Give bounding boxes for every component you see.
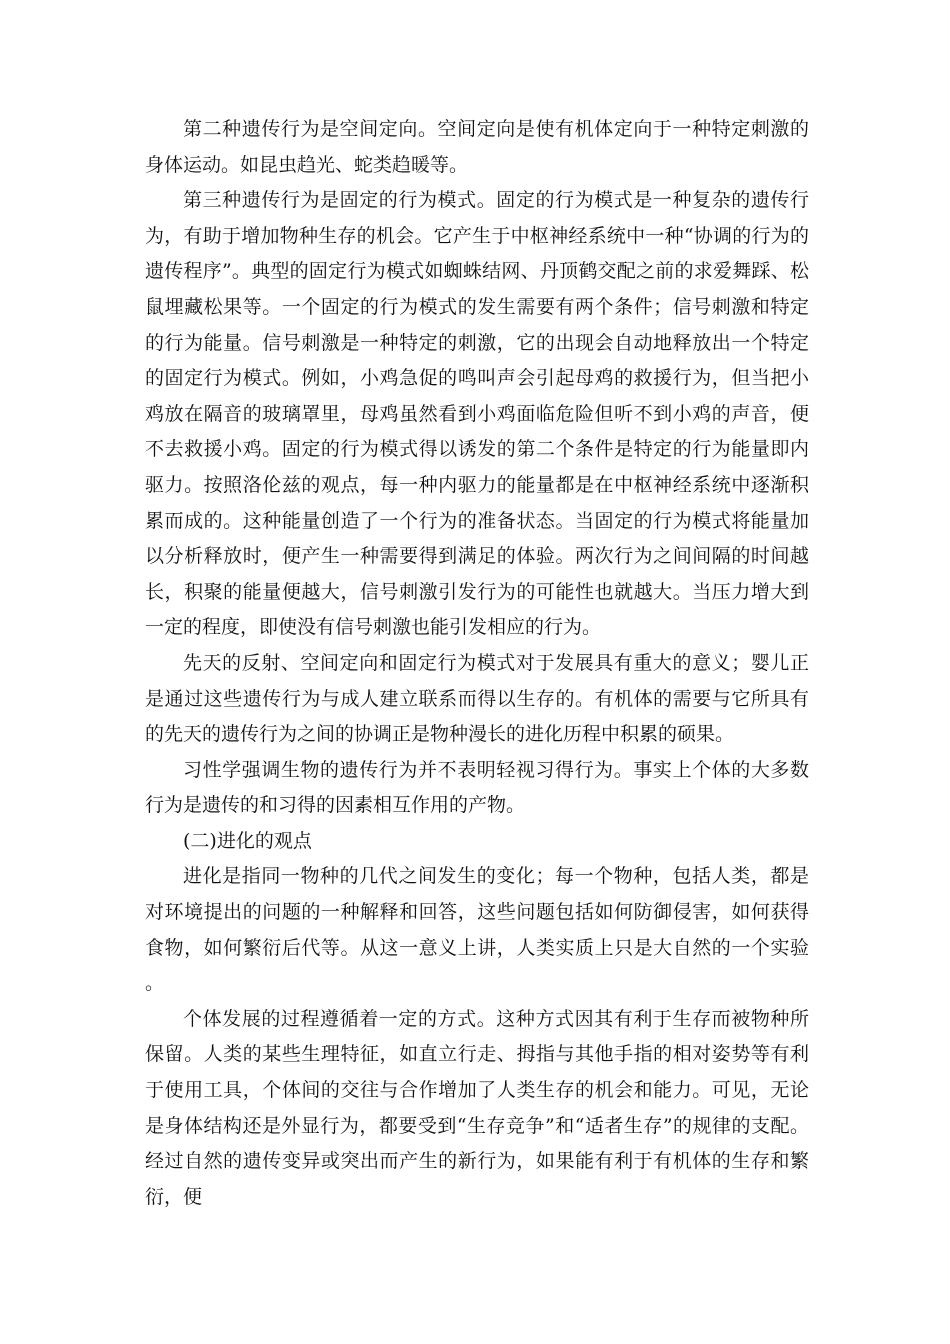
paragraph-development-process: 个体发展的过程遵循着一定的方式。这种方式因其有利于生存而被物种所保留。人类的某些生理特征，如直立行走、拇指与其他手指的相对姿势等有利于使用工具，个体间的交往与合作增加了人类生存的机会和能力。可见，无论是身体结构还是外显行为，都要受到“生存竞争”和“适者生存”的规律的支配。经过自然的遗传变异或突出而产生的新行为，如果能有利于有机体的生存和繁衍，便	[145, 1007, 809, 1208]
paragraph-evolution-definition: 进化是指同一物种的几代之间发生的变化；每一个物种，包括人类，都是对环境提出的问题的一种解释和回答，这些问题包括如何防御侵害，如何获得食物，如何繁衍后代等。从这一意义上讲，人类实质上只是大自然的一个实验。	[145, 865, 809, 995]
paragraph-fixed-action-pattern: 第三种遗传行为是固定的行为模式。固定的行为模式是一种复杂的遗传行为，有助于增加物种生存的机会。它产生于中枢神经系统中一种“协调的行为的遗传程序”。典型的固定行为模式如蜘蛛结网、丹顶鹤交配之前的求爱舞踩、松鼠埋藏松果等。一个固定的行为模式的发生需要有两个条件；信号刺激和特定的行为能量。信号刺激是一种特定的刺激，它的出现会自动地释放出一个特定的固定行为模式。例如，小鸡急促的鸣叫声会引起母鸡的救援行为，但当把小鸡放在隔音的玻璃罩里，母鸡虽然看到小鸡面临危险但听不到小鸡的声音，便不去救援小鸡。固定的行为模式得以诱发的第二个条件是特定的行为能量即内驱力。按照洛伦兹的观点，每一种内驱力的能量都是在中枢神经系统中逐渐积累而成的。这种能量创造了一个行为的准备状态。当固定的行为模式将能量加以分析释放时，便产生一种需要得到满足的体验。两次行为之间间隔的时间越长，积聚的能量便越大，信号刺激引发行为的可能性也就越大。当压力增大到一定的程度，即使没有信号刺激也能引发相应的行为。	[145, 189, 809, 639]
paragraph-spatial-orientation: 第二种遗传行为是空间定向。空间定向是使有机体定向于一种特定刺激的身体运动。如昆虫趋光、蛇类趋暖等。	[145, 118, 809, 176]
section-heading: (二)进化的观点	[183, 829, 312, 852]
document-page	[145, 112, 809, 1215]
paragraph-significance: 先天的反射、空间定向和固定行为模式对于发展具有重大的意义；婴儿正是通过这些遗传行为与成人建立联系而得以生存的。有机体的需要与它所具有的先天的遗传行为之间的协调正是物种漫长的进化历程中积累的硕果。	[145, 651, 809, 746]
paragraph-learned-behavior: 习性学强调生物的遗传行为并不表明轻视习得行为。事实上个体的大多数行为是遗传的和习得的因素相互作用的产物。	[145, 758, 809, 817]
